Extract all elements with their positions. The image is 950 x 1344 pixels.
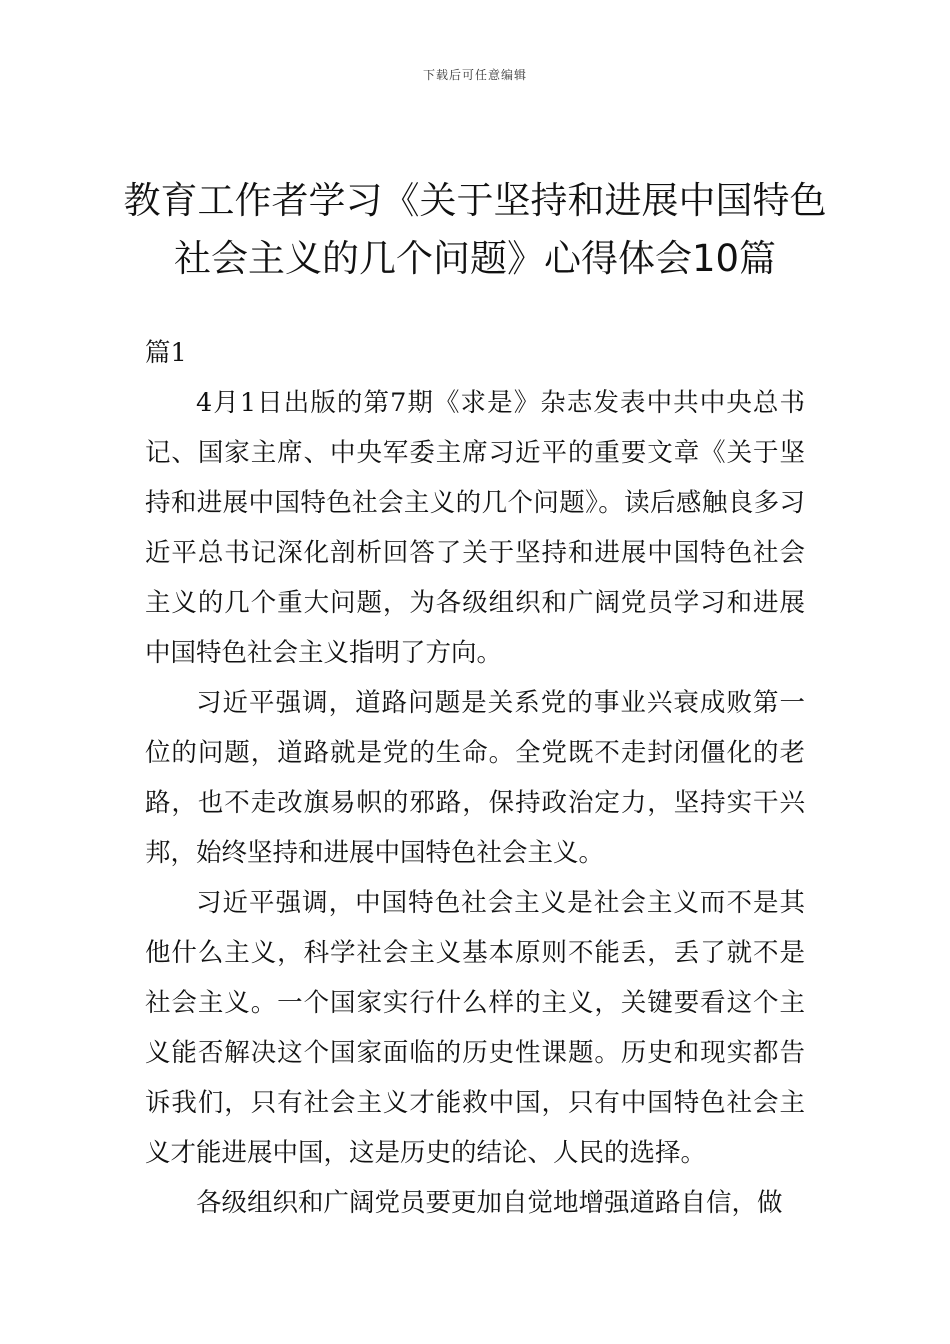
document-title: 教育工作者学习《关于坚持和进展中国特色社会主义的几个问题》心得体会10篇 (123, 179, 827, 280)
paragraph-3: 习近平强调，中国特色社会主义是社会主义而不是其他什么主义，科学社会主义基本原则不能丢，丢了就不是社会主义。一个国家实行什么样的主义，关键要看这个主义能否解决这个国家面临的历史性课题。历史和现实都告诉我们，只有社会主义才能救中国，只有中国特色社会主义才能进展中国，这是历史的结论、人民的选择。 (145, 888, 805, 1168)
paragraph-2: 习近平强调，道路问题是关系党的事业兴衰成败第一位的问题，道路就是党的生命。全党既不走封闭僵化的老路，也不走改旗易帜的邪路，保持政治定力，坚持实干兴邦，始终坚持和进展中国特色社会主义。 (145, 688, 805, 868)
paragraph-4: 各级组织和广阔党员要更加自觉地增强道路自信，做 (196, 1188, 783, 1218)
document-body (145, 328, 805, 1228)
section-label: 篇1 (145, 338, 187, 368)
header-note: 下载后可任意编辑 (422, 68, 527, 82)
paragraph-1: 4月1日出版的第7期《求是》杂志发表中共中央总书记、国家主席、中央军委主席习近平的重要文章《关于坚持和进展中国特色社会主义的几个问题》。读后感触良多习近平总书记深化剖析回答了关于坚持和进展中国特色社会主义的几个重大问题，为各级组织和广阔党员学习和进展中国特色社会主义指明了方向。 (145, 388, 805, 668)
